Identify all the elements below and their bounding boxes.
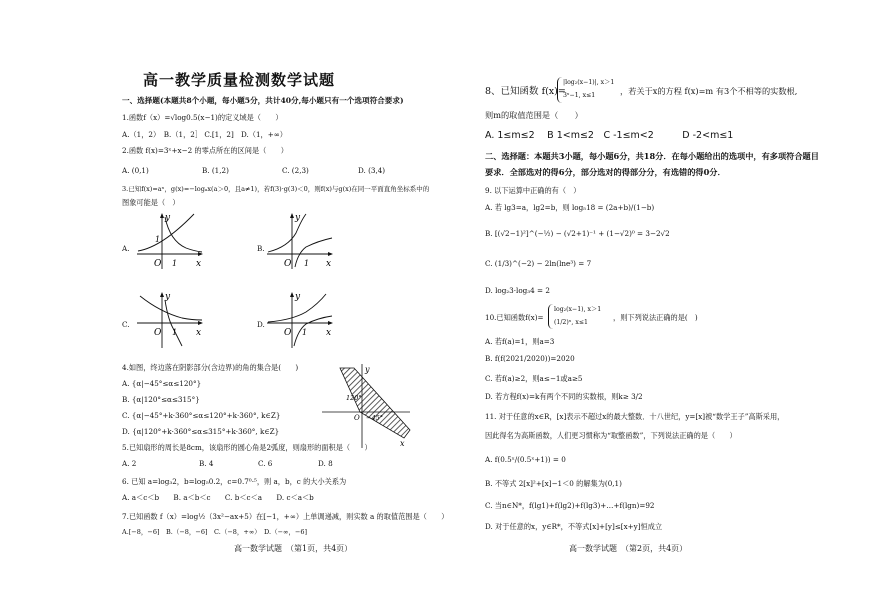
question-9-option-b: B. [(√2−1)²]^(−½) − (√2+1)⁻¹ + (1−√2)⁰ = 3−2√2 xyxy=(485,229,670,238)
graph-a-origin: O xyxy=(154,259,162,269)
question-8-stem: 8、已知函数 f(x)= xyxy=(485,86,566,97)
question-11-option-b: B. 不等式 2[x]²+[x]−1＜0 的解集为(0,1) xyxy=(485,479,622,488)
question-7: 7.已知函数 f（x）=log½（3x²−ax+5）在[−1，+∞）上单调递减，则实数 a 的取值范围是（ ） xyxy=(122,512,449,521)
question-2-option-b: B. (1,2) xyxy=(202,166,229,175)
angle-figure-neg45: −45° xyxy=(366,414,383,422)
graph-d xyxy=(262,290,337,350)
graph-d-label: D. xyxy=(257,320,265,329)
section-2-heading-1: 二、选择题：本题共3小题，每小题6分，共18分．在每小题给出的选项中，有多项符合题目 xyxy=(485,151,819,161)
exam-title: 高一教学质量检测数学试题 xyxy=(143,71,336,89)
graph-a-x: x xyxy=(196,259,202,269)
question-2-option-a: A. (0,1) xyxy=(122,166,149,175)
angle-figure-120: 120° xyxy=(346,394,362,402)
graph-c-one: 1 xyxy=(172,328,178,337)
question-10-option-b: B. f(f(2021/2020))=2020 xyxy=(485,354,575,363)
graph-a-one-y: 1 xyxy=(155,235,161,244)
graph-c xyxy=(132,290,207,350)
graph-b-origin: O xyxy=(284,259,292,269)
angle-figure-x: x xyxy=(400,439,405,448)
section-2-heading-2: 要求．全部选对的得6分，部分选对的得部分分，有选错的得0分． xyxy=(485,167,726,177)
question-10-option-d: D. 若方程f(x)=k有两个不同的实数根，则k≥ 3/2 xyxy=(485,392,643,401)
question-6: 6. 已知 a=log₃2，b=log₅0.2，c=0.7⁰·⁵，则 a，b，c 的大小关系为 xyxy=(122,477,347,486)
question-10-case-2: (1/2)ˣ, x≤1 xyxy=(554,319,588,326)
question-9-option-d: D. log₂3·log₃4 = 2 xyxy=(485,286,550,295)
question-1: 1.函数f（x）=√log0.5(x−1)的定义域是（ ） xyxy=(122,113,283,122)
question-10-ask: ，则下列说法正确的是( ) xyxy=(613,313,698,322)
graph-b-x: x xyxy=(326,259,332,269)
question-2-option-c: C. (2,3) xyxy=(282,166,309,175)
question-6-options: A. a＜c＜b B. a＜b＜c C. b＜c＜a D. c＜a＜b xyxy=(122,493,314,502)
question-9: 9. 以下运算中正确的有（ ） xyxy=(485,186,581,195)
graph-d-x: x xyxy=(326,328,332,338)
question-4-option-b: B. {α|120°≤α≤315°} xyxy=(122,395,200,404)
graph-c-origin: O xyxy=(154,328,162,338)
question-11-option-d: D. 对于任意的x，y∈R*，不等式[x]+[y]≤[x+y]恒成立 xyxy=(485,522,663,531)
graph-d-one: 1 xyxy=(302,328,308,337)
question-8-ask: 则m的取值范围是（ ） xyxy=(485,110,583,120)
question-2: 2.函数 f(x)=3ˣ+x−2 的零点所在的区间是（ ） xyxy=(122,146,288,155)
question-5-option-a: A. 2 xyxy=(122,459,137,468)
question-4-option-a: A. {α|−45°≤α≤120°} xyxy=(122,379,202,388)
section-1-heading: 一、选择题(本题共8个小题，每小题5分，共计40分,每小题只有一个选项符合要求) xyxy=(122,96,404,105)
question-10-option-c: C. 若f(a)≥2，则a≤−1或a≥5 xyxy=(485,374,583,383)
question-10-option-a: A. 若f(a)=1，则a=3 xyxy=(485,337,555,346)
graph-d-origin: O xyxy=(284,328,292,338)
question-9-option-c: C. (1/3)^(−2) − 2ln(lne³) = 7 xyxy=(485,259,592,268)
question-5-option-c: C. 6 xyxy=(258,459,273,468)
question-11-option-a: A. f(0.5ˣ/(0.5ˣ+1)) = 0 xyxy=(485,455,566,464)
graph-a-one: 1 xyxy=(172,259,178,268)
question-8-case-2: 3ˣ−1, x≤1 xyxy=(563,92,596,99)
question-5-option-d: D. 8 xyxy=(318,459,333,468)
question-5: 5.已知扇形的周长是8cm，该扇形的圆心角是2弧度，则扇形的面积是（ ） xyxy=(122,443,372,452)
graph-a-label: A. xyxy=(122,244,130,253)
question-4-option-d: D. {α|120°+k·360°≤α≤315°+k·360°, k∈Z} xyxy=(122,427,280,436)
question-11-line-2: 因此得名为高斯函数，人们更习惯称为“取整函数”，下列说法正确的是（ ） xyxy=(485,431,737,440)
graph-c-label: C. xyxy=(122,320,130,329)
question-11-option-c: C. 当n∈N*，f(lg1)+f(lg2)+f(lg3)+…+f(lgn)=92 xyxy=(485,501,655,510)
question-4: 4.如图，终边落在阴影部分(含边界)的角的集合是( ) xyxy=(122,363,299,372)
graph-c-x: x xyxy=(196,328,202,338)
graph-b-one: 1 xyxy=(304,259,310,268)
question-10-stem: 10.已知函数f(x)= xyxy=(485,313,544,322)
angle-figure-y: y xyxy=(365,365,370,374)
question-8-case-1: |log₂(x−1)|, x＞1 xyxy=(563,79,615,86)
question-3-line-1: 3.已知f(x)=aˣ，g(x)=−logₐx(a＞0，且a≠1)，若f(3)·g(3)＜0，则f(x)与g(x)在同一平面直角坐标系中的 xyxy=(122,185,430,193)
graph-a xyxy=(132,211,207,271)
question-8-condition: ，若关于x的方程 f(x)=m 有3个不相等的实数根, xyxy=(620,86,798,96)
graph-d-y: y xyxy=(295,292,301,302)
page-1-footer: 高一数学试题 （第1页，共4页） xyxy=(234,544,353,553)
graph-b-y: y xyxy=(295,213,301,223)
graph-a-y: y xyxy=(165,213,171,223)
graph-b xyxy=(262,211,337,271)
exam-page-2 xyxy=(435,0,870,615)
question-4-option-c: C. {α|−45°+k·360°≤α≤120°+k·360°, k∈Z} xyxy=(122,411,281,420)
question-3-line-2: 图象可能是（ ） xyxy=(122,198,180,207)
graph-b-label: B. xyxy=(257,244,265,253)
question-2-option-d: D. (3,4) xyxy=(358,166,386,175)
question-8-options: A. 1≤m≤2 B 1<m≤2 C -1≤m<2 D -2<m≤1 xyxy=(485,130,734,141)
question-1-options: A.（1，2） B.（1，2］ C.[1，2] D.（1，+∞） xyxy=(122,130,287,139)
question-11-line-1: 11. 对于任意的x∈R，[x]表示不超过x的最大整数．十八世纪，y=[x]被“数学王子”高斯采用， xyxy=(485,412,785,421)
question-5-option-b: B. 4 xyxy=(199,459,214,468)
question-9-option-a: A. 若 lg3=a，lg2=b，则 log₅18 = (2a+b)/(1−b) xyxy=(485,203,655,212)
angle-figure-origin: O xyxy=(354,414,360,422)
question-10-case-1: log₂(x−1), x＞1 xyxy=(554,306,602,313)
page-2-footer: 高一数学试题 （第2页，共4页） xyxy=(569,544,688,553)
question-7-options: A.[−8，−6] B.（−8，−6] C.（−8，+∞） D.（−∞，−6] xyxy=(122,528,308,536)
angle-figure xyxy=(318,360,414,452)
graph-c-y: y xyxy=(165,292,171,302)
